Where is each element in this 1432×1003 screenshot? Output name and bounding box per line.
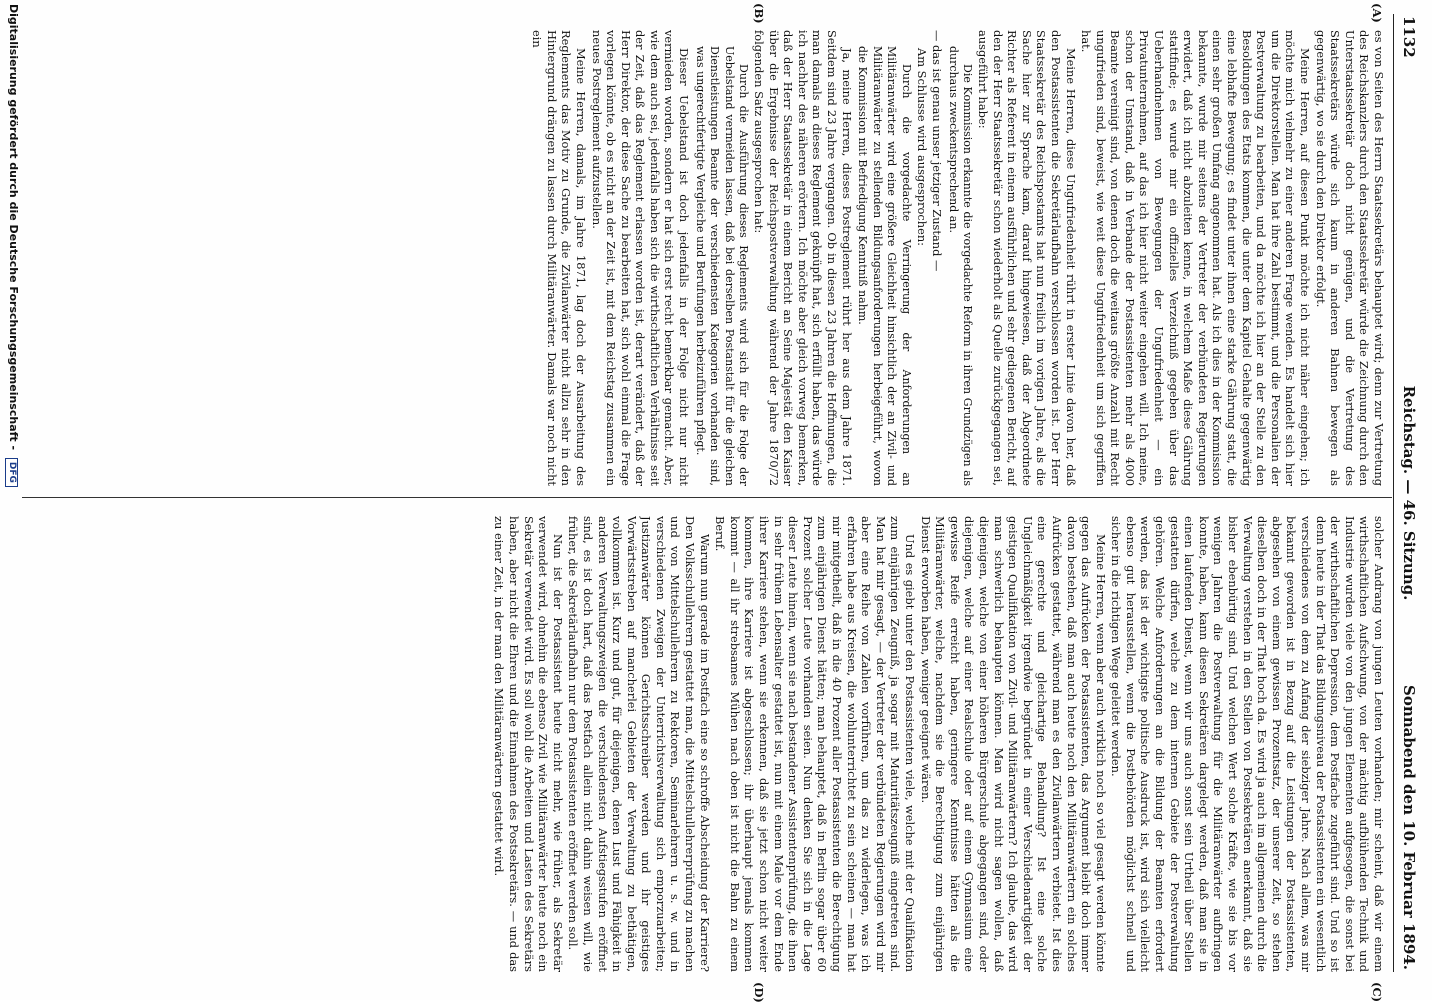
paragraph: Meine Herren, wenn aber auch wirklich noch so viel gesagt werden könnte gegen das Aufrücken der Postassistenten, das Argument bleibt doch immer davon bestehen, daß man auch heute noch den Militäranwärtern ein solches Aufrücken gestattet, während man es den Zivilanwärtern verbietet. Ist dies eine gerechte und gleichartige Behandlung? Ist eine solche Ungleichmäßigkeit irgendwie begründet in einer Verschiedenartigkeit der geistigen Qualifikation von Zivil- und Militäranwärtern? Ich glaube, das wird man schwerlich behaupten können. Man wird nicht sagen wollen, daß diejenigen, welche von einer höheren Bürgerschule abgegangen sind, oder diejenigen, welche auf einer Realschule oder auf einem Gymnasium eine gewisse Reife erreicht haben, geringere Kenntnisse hätten als die Militäranwärter, welche, nachdem sie die Berechtigung zum einjährigen Dienst erworben haben, weniger geeignet wären.	[918, 516, 1108, 972]
paragraph: Warum nun gerade im Postfach eine so schroffe Abscheidung der Karriere? Den Volksschullehrern gestattet man, die Mittelschullehrerprüfung zu machen und von Mittelschullehrern zu Rektoren, Seminarlehrern u. s. w. und in verschiedenen Zweigen der Unterrichtsverwaltung sich emporzuarbeiten; Justizanwärter können Gerichtsschreiber werden und ihr geistiges Vorwärtsstreben auf mancherlei Gebieten der Verwaltung zu bethätigen, vollkommen ist. Kurz und gut, für diejenigen, denen Lust und Fähigkeit in anderen Verwaltungszweigen die verschiedensten Aufstiegsstufen eröffnet sind, es ist doch hart, daß das Postfach allein nicht dahin weisen will, wie früher, die Sekretärlaufbahn nur dem Postassistenten eröffnet werden soll.	[566, 516, 712, 972]
session-date: Sonnabend den 10. Februar 1894.	[1400, 685, 1418, 970]
digitization-footer	[0, 0, 20, 1000]
paragraph: Ja, meine Herren, dieses Postreglement rührt her aus dem Jahre 1871. Seitdem sind 23 Jahre vergangen. Ob in diesen 23 Jahren die Hoffnungen, die man damals an dieses Reglement geknüpft hat, sich erfüllt haben, das würde ich nachher des näheren erörtern. Ich möchte aber gleich vorweg bemerken, daß der Herr Staatssekretär in einem Bericht an Seine Majestät den Kaiser über die Ergebnisse der Reichspostverwaltung während der Jahre 1870/72 folgenden Satz ausgesprochen hat:	[752, 30, 854, 486]
dfg-logo: DFG	[5, 458, 18, 487]
paragraph: es von Seiten des Herrn Staatssekretärs behauptet wird; denn zur Vertretung des Reichskanzlers durch den Staatssekretär würde die Zeichnung durch den Unterstaatssekretär doch nicht genügen, und die Vertretung des Staatssekretärs würde sich kaum in anderen Bahnen bewegen als gegenwärtig, wo sie durch den Direktor erfolgt.	[1313, 30, 1386, 486]
session-title: Reichstag. — 46. Sitzung.	[1400, 385, 1418, 601]
page-header	[1393, 14, 1424, 972]
paragraph: Meine Herren, auf diesen Punkt möchte ich nicht näher eingehen; ich möchte mich vielmehr zu einer anderen Frage wenden. Es handelt sich hier um die Direktorstellen. Man hat ihre Zahl bestimmt, und die Personalien der Postverwaltung zu bearbeiten, und da möchte ich hier an der Stelle zu den Besoldungen des Etats kommen, die unter dem Kapitel Gehalte gegenwärtig eine lebhafte Bewegung; es findet unter ihnen eine starke Gährung statt, die einen sehr großen Umfang angenommen hat. Als ich dies in der Kommission bekannte, wurde mir seitens der Vertreter der verbündeten Regierungen erwidert, daß ich nicht abzuleiten kenne, in welchem Maße diese Gährung stattfinde; es wurde mir ein offizielles Verzeichniß gegeben über das Ueberhandnehmen von Bewegungen der Ungufriedenheit — ein Privatunternehmen, auf das ich hier nicht weiter eingehen will. Ich meine, schon der Umstand, daß in Verbande der Postassistenten mehr als 4000 Beamte vereinigt sind, von denen doch die weitaus größte Anzahl mit Recht ungufrieden sind, beweist, wie weit diese Ungufriedenheit um sich gegriffen hat.	[1079, 30, 1313, 486]
quotation: Die Kommission erkannte die vorgedachte Reform in ihren Grundzügen als durchaus zweckentsprechend an.	[946, 46, 975, 486]
page-number: 1132	[1400, 16, 1418, 58]
paragraph: Meine Herren, damals, im Jahre 1871, lag doch der Ausarbeitung des Reglements das Motiv zu Grunde, die Zivilanwärter nicht allzu sehr in den Hintergrund drängen zu lassen durch Militäranwärter. Damals war noch nicht ein	[530, 30, 588, 486]
quotation: Durch die Ausführung dieses Reglements wird sich für die Folge der Uebelstand vermeiden lassen, daß bei derselben Postanstalt für die gleichen Dienstleistungen Beamte der verschiedensten Kategorien vorhanden sind, was ungerechtfertigte Vergleiche und Berufungen herbeizuführen pflegt.	[693, 46, 751, 486]
margin-letter-b: (B)	[752, 3, 766, 24]
paragraph: Und es giebt unter den Postassistenten viele, welche mit der Qualifikation zum einjährigen Zeugniß, ja sogar mit Maturitätszeugniß eingetreten sind. Man hat mir gesagt, — der Vertreter der verbündeten Regierungen wird mir aber eine Reihe von Zahlen vorführen, um das zu widerlegen, was ich erfahren habe aus Kreisen, die wohlunterrichtet zu sein scheinen — man hat mir mitgetheilt, daß in die 40 Prozent aller Postassistenten die Berechtigung zum einjährigen Dienst hätten; man behauptet, daß in Berlin sogar über 60 Prozent solcher Leute vorhanden seien. Nun denken Sie sich in die Lage dieser Leute hinein, wenn sie nach bestandener Assistentenprüfung, die ihnen in sehr frühem Lebensalter gestattet ist, nun mit einem Male vor dem Ende ihrer Karriere stehen, wenn sie erkennen, daß sie jetzt schon nicht weiter kommen, ihre Karriere ist abgeschlossen; ihr überhaupt jemals kommen kommt — all ihr strebsames Mühen nach oben ist nicht die Bahn zu einem Beruf.	[713, 516, 917, 972]
paragraph: — das ist genau unser jetziger Zustand —	[930, 30, 945, 272]
paragraph: Meine Herren, diese Ungufriedenheit rührt in erster Linie davon her, daß den Postassistenten die Sekretärlaufbahn verschlossen worden ist. Der Herr Staatssekretär des Reichspostamts hat nun freilich im vorigen Jahre, als die Sache hier zur Sprache kam, darauf hingewiesen, daß der Abgeordnete Richter als Referent in einem ausführlichen und sehr gediegenen Bericht, auf den der Herr Staatssekretär schon wiederholt als Quelle zurückgegangen sei, ausgeführt habe:	[975, 30, 1078, 486]
paragraph: solcher Andrang von jungen Leuten vorhanden; mir scheint, daß wir einem wirthschaftlichen Aufschwung, von der mächtig aufblühenden Technik und Industrie wurden viele von den jungen Elementen aufgesogen, die sonst bei der wirthschaftlichen Depression, dem Postfache zugeführt sind. Und so ist denn heute in der That das Bildungsniveau der Postassistenten ein wesentlich verschiedenes von dem zu Anfang der siebziger Jahre. Nach allem, was mir bekannt geworden ist in Bezug auf die Leistungen der Postassistenten, abgesehen von einem gewissen Prozentsatz, der unserer Zeit, so stehen dieselben doch in der That hoch da. Es wird ja auch im allgemeinen durch die Verwaltung verstehen in den Stellen von Postsekretären anerkannt, daß sie bisher ebenbürtig sind. Und welchen Wert solche Kräfte, wie sie bis vor wenigen Jahren die Postverwaltung für die Militäranwärter aufbringen konnte, haben, kann diesen Sekretären dargelegt werden, daß man sie in einen laufenden Dienst, wenn wir uns auch sonst sein Urtheil über Stellen gestatten dürfen, welche zu dem internen Gebiete der Postverwaltung gehören. Welche Anforderungen an die Bildung der Beamten erfordert werden, das ist der wichtigste politische Ausdruck ist, wird sich vielleicht ebenso gut herausstellen, wenn die Postbehörden möglichst schnell und sicher in die richtigen Wege geleitet werden.	[1109, 516, 1386, 972]
column-divider	[22, 497, 1392, 498]
margin-letter-d: (D)	[752, 982, 766, 1003]
paragraph: Nun ist der Postassistent heute nicht mehr, wie früher, als Sekretär verwendet wird, ohnehin die ebenso Zivil wie Militäranwärter heute noch ein Sekretär verwendet wird. Es soll wohl die Arbeiten und Lasten des Sekretärs haben, aber nicht die Ehren und die Einnahmen des Postsekretärs. — und das zu einer Zeit, in der man den Militäranwärtern gestattet wird.	[492, 516, 565, 972]
margin-letter-c: (C)	[1370, 982, 1384, 1003]
footer-text: Digitalisierung gefördert durch die Deutsche Forschungsgemeinschaft -	[7, 4, 20, 451]
margin-letter-a: (A)	[1370, 3, 1384, 23]
paragraph: Dieser Uebelstand ist doch jedenfalls in der Folge nicht nur nicht vermieden worden, sondern er hat sich erst recht bemerkbar gemacht. Aber, wie dem auch sei, jedenfalls haben sich die wirthschaftlichen Verhältnisse seit der Zeit, daß das Reglement erlassen worden ist, derart verändert, daß der Herr Direktor, der diese Sache zu bearbeiten hat, sich wohl einmal die Frage vorlegen könnte, ob es nicht an der Zeit ist, mit dem Reichstag zusammen ein neues Postreglement aufzustellen.	[589, 30, 692, 486]
quotation: Durch die vorgedachte Verringerung der Anforderungen an Militäranwärter wird eine größere Gleichheit hinsichtlich der an Zivil- und Militäranwärter zu stellenden Bildungsanforderungen herbeigeführt, wovon die Kommission mit Befriedigung Kenntniß nahm.	[856, 46, 913, 486]
paragraph: Am Schlusse wird ausgesprochen:	[914, 48, 929, 247]
right-column	[16, 516, 1386, 972]
left-column	[16, 30, 1386, 486]
